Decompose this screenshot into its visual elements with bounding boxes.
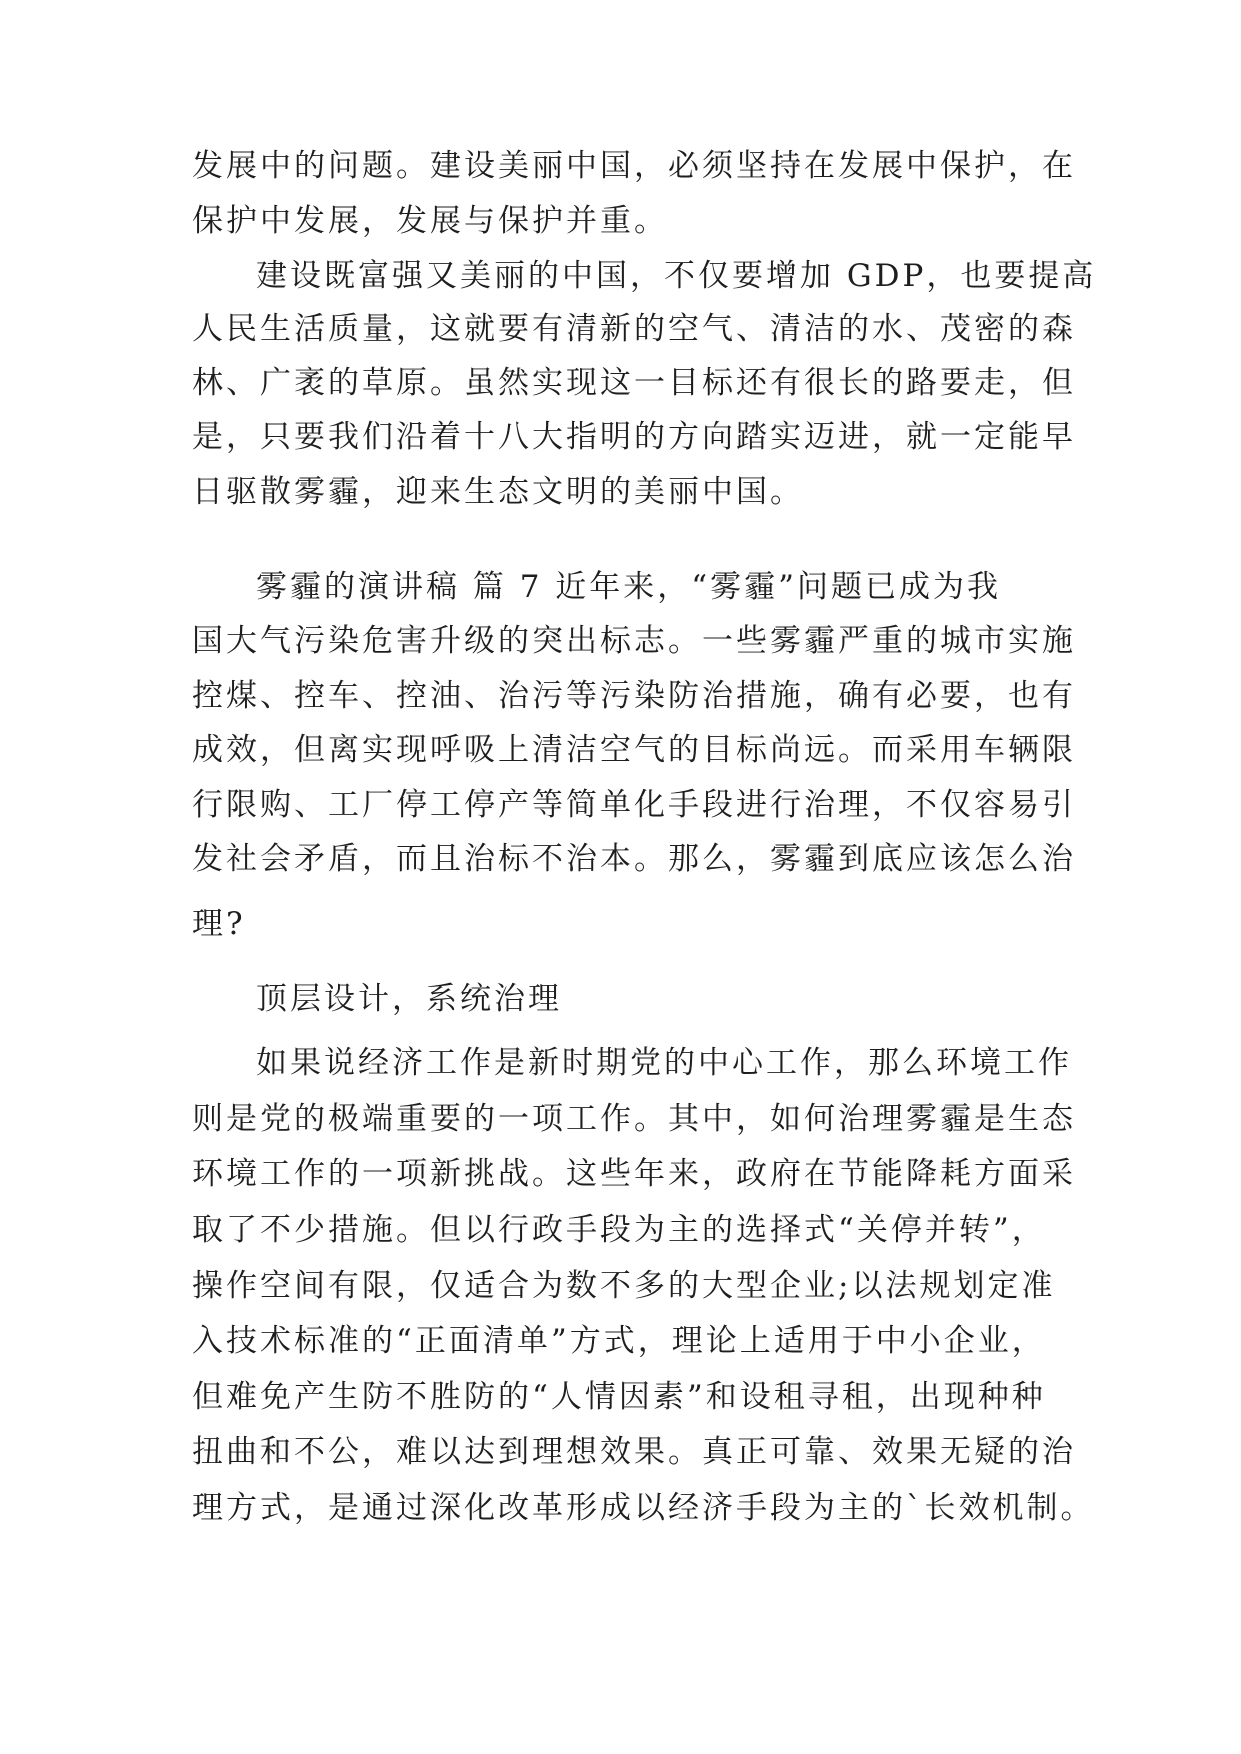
paragraph-line: 如果说经济工作是新时期党的中心工作，那么环境工作 bbox=[256, 1045, 1072, 1081]
paragraph-line: 成效，但离实现呼吸上清洁空气的目标尚远。而采用车辆限 bbox=[192, 732, 1076, 768]
paragraph-line: 建设既富强又美丽的中国，不仅要增加 GDP，也要提高 bbox=[256, 258, 1097, 294]
paragraph-line: 发展中的问题。建设美丽中国，必须坚持在发展中保护，在 bbox=[192, 148, 1076, 184]
paragraph-line: 入技术标准的“正面清单”方式，理论上适用于中小企业， bbox=[192, 1323, 1046, 1359]
paragraph-line: 控煤、控车、控油、治污等污染防治措施，确有必要，也有 bbox=[192, 678, 1076, 714]
paragraph-line: 发社会矛盾，而且治标不治本。那么，雾霾到底应该怎么治 bbox=[192, 841, 1076, 877]
paragraph-line: 则是党的极端重要的一项工作。其中，如何治理雾霾是生态 bbox=[192, 1101, 1076, 1137]
paragraph-line: 理? bbox=[192, 906, 246, 942]
paragraph-line: 取了不少措施。但以行政手段为主的选择式“关停并转”， bbox=[192, 1212, 1046, 1248]
paragraph-line: 但难免产生防不胜防的“人情因素”和设租寻租，出现种种 bbox=[192, 1379, 1046, 1415]
subheading-line: 顶层设计，系统治理 bbox=[256, 981, 562, 1017]
paragraph-line: 日驱散雾霾，迎来生态文明的美丽中国。 bbox=[192, 474, 804, 510]
paragraph-line: 是，只要我们沿着十八大指明的方向踏实迈进，就一定能早 bbox=[192, 419, 1076, 455]
paragraph-line: 扭曲和不公，难以达到理想效果。真正可靠、效果无疑的治 bbox=[192, 1434, 1076, 1470]
paragraph-line: 行限购、工厂停工停产等简单化手段进行治理，不仅容易引 bbox=[192, 787, 1076, 823]
section-heading-line: 雾霾的演讲稿 篇 7 近年来，“雾霾”问题已成为我 bbox=[256, 569, 1001, 605]
paragraph-line: 理方式，是通过深化改革形成以经济手段为主的`长效机制。 bbox=[192, 1490, 1095, 1526]
paragraph-line: 林、广袤的草原。虽然实现这一目标还有很长的路要走，但 bbox=[192, 365, 1076, 401]
paragraph-line: 人民生活质量，这就要有清新的空气、清洁的水、茂密的森 bbox=[192, 311, 1076, 347]
paragraph-line: 环境工作的一项新挑战。这些年来，政府在节能降耗方面采 bbox=[192, 1156, 1076, 1192]
paragraph-line: 保护中发展，发展与保护并重。 bbox=[192, 203, 668, 239]
paragraph-line: 操作空间有限，仅适合为数不多的大型企业;以法规划定准 bbox=[192, 1268, 1056, 1304]
paragraph-line: 国大气污染危害升级的突出标志。一些雾霾严重的城市实施 bbox=[192, 623, 1076, 659]
